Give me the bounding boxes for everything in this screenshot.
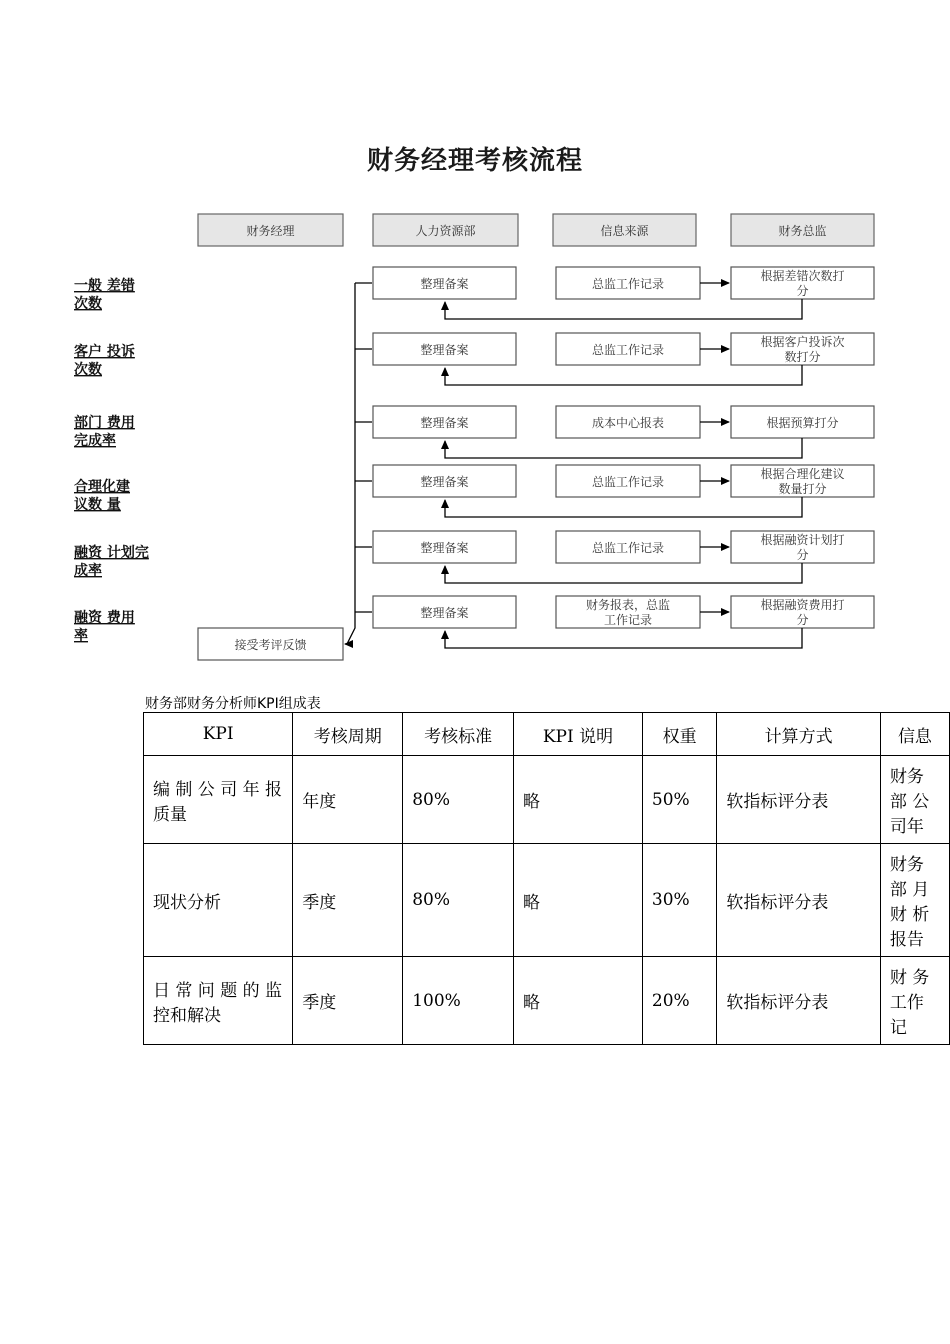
hr-record-label: 整理备案 — [420, 277, 469, 291]
table-cell: 财 务 工作记 — [880, 957, 949, 1045]
table-cell: 季度 — [293, 844, 403, 957]
director-score-label: 数打分 — [784, 350, 821, 364]
header-cell: 权重 — [642, 713, 717, 756]
director-score-label: 根据预算打分 — [766, 416, 839, 430]
spine-to-feedback-line — [347, 612, 355, 644]
table-cell: 50% — [642, 756, 717, 844]
director-score-label: 根据融资费用打 — [760, 598, 845, 612]
column-header-label: 人力资源部 — [415, 224, 476, 238]
table-cell: 略 — [514, 756, 643, 844]
row-label: 次数 — [74, 296, 102, 312]
row-label: 成率 — [74, 563, 102, 579]
header-cell: 计算方式 — [717, 713, 881, 756]
info-source-label: 财务报表，总监 — [585, 598, 671, 612]
column-header-label: 财务经理 — [246, 224, 295, 238]
table-cell: 季度 — [293, 957, 403, 1045]
row-label: 部门 费用 — [74, 415, 135, 431]
header-cell: 考核标准 — [403, 713, 514, 756]
feedback-return-arrow — [445, 628, 802, 648]
table-row — [144, 756, 950, 844]
hr-record-label: 整理备案 — [420, 475, 469, 489]
info-source-label: 总监工作记录 — [591, 277, 665, 291]
row-label: 融资 计划完 — [74, 545, 149, 561]
row-label: 次数 — [74, 362, 102, 378]
table-cell: 财务部 公司年 — [880, 756, 949, 844]
table-cell: 80% — [403, 844, 514, 957]
row-label: 率 — [74, 628, 88, 644]
hr-record-label: 整理备案 — [420, 416, 469, 430]
table-cell: 财务部 月 财 析报告 — [880, 844, 949, 957]
director-score-label: 根据融资计划打 — [760, 533, 845, 547]
row-label: 完成率 — [74, 433, 116, 449]
row-label: 客户 投诉 — [74, 344, 135, 360]
table-cell: 80% — [403, 756, 514, 844]
header-cell: 信息 — [880, 713, 949, 756]
director-score-label: 数量打分 — [778, 482, 827, 496]
table-row — [144, 957, 950, 1045]
table-cell: 略 — [514, 957, 643, 1045]
info-source-label: 成本中心报表 — [591, 416, 665, 430]
table-cell: 20% — [642, 957, 717, 1045]
row-label: 融资 费用 — [74, 610, 135, 626]
table-cell: 软指标评分表 — [717, 957, 881, 1045]
hr-record-label: 整理备案 — [420, 343, 469, 357]
feedback-label: 接受考评反馈 — [234, 638, 307, 652]
feedback-return-arrow — [445, 299, 802, 319]
header-cell: KPI — [144, 713, 293, 756]
flowchart-title: 财务经理考核流程 — [366, 146, 583, 176]
table-cell: 编 制 公 司 年 报 质量 — [144, 756, 293, 844]
table-cell: 日 常 问 题 的 监 控和解决 — [144, 957, 293, 1045]
info-source-label: 总监工作记录 — [591, 475, 665, 489]
table-cell: 现状分析 — [144, 844, 293, 957]
table-cell: 略 — [514, 844, 643, 957]
table-cell: 100% — [403, 957, 514, 1045]
row-label: 一般 差错 — [74, 278, 135, 294]
info-source-label: 工作记录 — [603, 613, 653, 627]
kpi-table — [143, 712, 950, 1045]
info-source-label: 总监工作记录 — [591, 541, 665, 555]
director-score-label: 根据客户投诉次 — [760, 335, 845, 349]
director-score-label: 分 — [796, 613, 809, 627]
hr-record-label: 整理备案 — [420, 606, 469, 620]
header-cell: 考核周期 — [293, 713, 403, 756]
info-source-label: 总监工作记录 — [591, 343, 665, 357]
director-score-label: 根据差错次数打 — [760, 269, 845, 283]
header-cell: KPI 说明 — [514, 713, 643, 756]
feedback-return-arrow — [445, 438, 802, 458]
table-caption: 财务部财务分析师KPI组成表 — [145, 696, 321, 712]
director-score-label: 分 — [796, 284, 809, 298]
row-label: 议数 量 — [74, 497, 121, 513]
column-header-label: 信息来源 — [600, 224, 649, 238]
table-cell: 30% — [642, 844, 717, 957]
hr-record-label: 整理备案 — [420, 541, 469, 555]
table-cell: 软指标评分表 — [717, 756, 881, 844]
row-label: 合理化建 — [74, 479, 130, 495]
feedback-return-arrow — [445, 497, 802, 517]
director-score-label: 根据合理化建议 — [760, 467, 845, 481]
feedback-return-arrow — [445, 563, 802, 583]
table-header-row — [144, 713, 950, 756]
director-score-label: 分 — [796, 548, 809, 562]
feedback-return-arrow — [445, 365, 802, 385]
table-row — [144, 844, 950, 957]
table-cell: 年度 — [293, 756, 403, 844]
table-cell: 软指标评分表 — [717, 844, 881, 957]
column-header-label: 财务总监 — [778, 224, 827, 238]
